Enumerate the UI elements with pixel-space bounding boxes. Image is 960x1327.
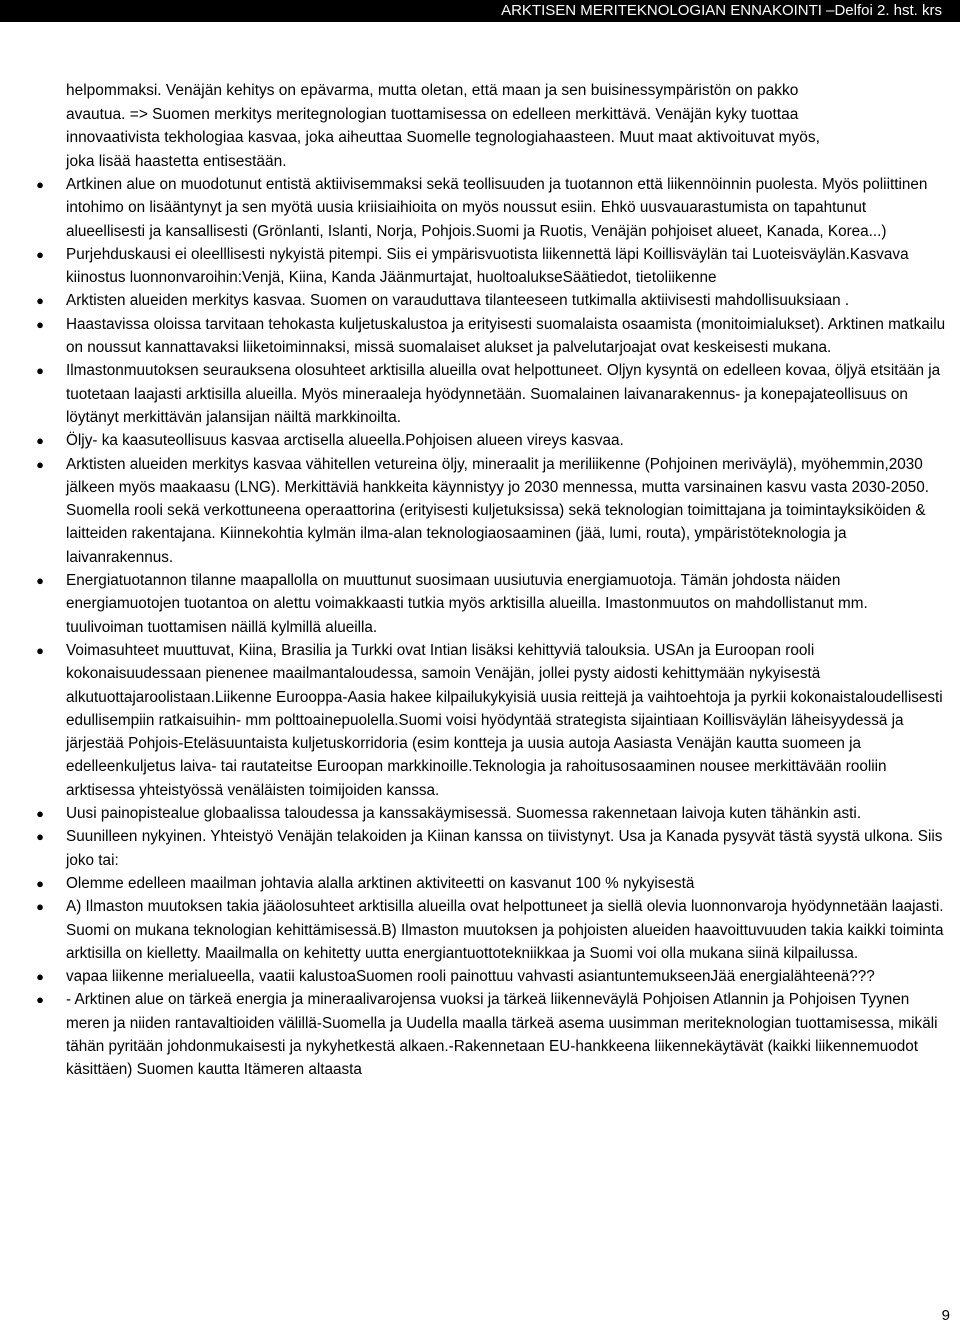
bullet-icon: ● [36,573,44,589]
bullet-icon: ● [36,992,44,1008]
list-item [36,569,948,639]
bullet-icon: ● [36,433,44,449]
list-item-text: Purjehduskausi ei oleelllisesti nykyistä pitempi. Siis ei ympärisvuotista liikennettä läpi Koillisväylän tai Luoteisväylän.Kasvava kiinostus luonnonvaroihin:Venjä, Kiina, Kanda Jäänmurtajat, huoltoalukseSäätiedot, tietoliikenne [66,245,909,287]
document-header [0,0,960,22]
header-title: ARKTISEN MERITEKNOLOGIAN ENNAKOINTI –Delfoi 2. hst. krs [501,2,942,19]
intro-line: innovaativista tekhologiaa kasvaa, joka aiheuttaa Suomelle tegnologiahaasteen. Muut maat aktivoituvat myös, [66,129,820,146]
list-item [36,639,948,802]
intro-paragraph [66,79,948,173]
list-item [36,988,948,1081]
list-item [36,825,948,872]
list-item-text: Olemme edelleen maailman johtavia alalla arktinen aktiviteetti on kasvanut 100 % nykyisestä [66,874,695,892]
list-item [36,429,948,452]
list-item [36,965,948,988]
bullet-icon: ● [36,875,44,891]
list-item-text: A) Ilmaston muutoksen takia jääolosuhteet arktisilla alueilla ovat helpottuneet ja siellä olevia luonnonvaroja hyödynnetään laajasti. Suomi on mukana teknologian kehittämisessä.B) Ilmaston muutoksen ja pohjoisten alueiden haavoittuvuuden takia kaikki toiminta arktisilla on kielletty. Maailmalla on kehitetty uutta energiantuottotekniikkaa ja Suomi voi olla mukana siinä kilpailussa. [66,898,944,962]
list-item-text: Öljy- ka kaasuteollisuus kasvaa arctisella alueella.Pohjoisen alueen vireys kasvaa. [66,432,624,450]
list-item-text: - Arktinen alue on tärkeä energia ja mineraalivarojensa vuoksi ja tärkeä liikenneväylä Pohjoisen Atlannin ja Pohjoisen Tyynen meren ja niiden rantavaltioiden välillä-Suomella ja Uudella maalla tärkeä asema uusimman meriteknologian tuottamisessa, mikäli tähän pyritään johdonmukaisesti ja nykyhetkestä alkaen.-Rakennetaan EU-hankkeena liikennekäytävät (kaikki liikennemuodot käsittäen) Suomen kautta Itämeren altaasta [66,991,938,1079]
list-item-text: Voimasuhteet muuttuvat, Kiina, Brasilia ja Turkki ovat Intian lisäksi kehittyviä talouksia. USAn ja Euroopan rooli kokonaisuudessaan pienenee maailmantaloudessa, samoin Venäjän, jollei pysty aidosti kehittymään nykyisestä alkutuottajaroolistaan.Liikenne Eurooppa-Aasia hakee kilpailukykyisiä uusia reittejä ja vaihtoehtoja ja pyrkii kokonaistaloudellisesti edullisempiin ratkaisuihin- mm polttoainepuolella.Suomi voisi hyödyntää strategista sijaintiaan Koillisväylän läheisyydessä ja järjestää Pohjois-Eteläsuuntaista kuljetuskorridoria (esim kontteja ja uusia autoja Aasiasta Venäjän kautta suomeen ja edelleenkuljetus laiva- tai rautateitse Euroopan markkinoille.Teknologia ja rahoitusosaaminen nousee merkittävään rooliin arktisessa yhteistyössä venäläisten toimijoiden kanssa. [66,641,943,799]
bullet-list [36,173,948,1082]
bullet-icon: ● [36,969,44,985]
bullet-icon: ● [36,806,44,822]
intro-line: avautua. => Suomen merkitys meritegnologian tuottamisessa on edelleen merkittävä. Venäjän kyky tuottaa [66,105,799,123]
intro-line: helpommaksi. Venäjän kehitys on epävarma, mutta oletan, että maan ja sen buisinessympäristön on pakko [66,82,799,99]
bullet-icon: ● [36,316,44,332]
list-item [36,802,948,825]
bullet-icon: ● [36,177,44,192]
list-item [36,313,948,360]
page-number: 9 [941,1307,950,1324]
bullet-icon: ● [36,899,44,915]
list-item-text: Ilmastonmuutoksen seurauksena olosuhteet arktisilla alueilla ovat helpottuneet. Oljyn kysyntä on edelleen kovaa, öljyä etsitään ja tuotetaan laajasti arktisilla alueilla. Myös mineraaleja hyödynnetään. Suomalainen laivanarakennus- ja konepajateollisuus on löytänyt merkittävän jalansijan näiltä markkinoilta. [66,362,941,426]
list-item-text: Artkinen alue on muodotunut entistä aktiivisemmaksi sekä teollisuuden ja tuotannon että liikennöinnin puolesta. Myös poliittinen intohimo on lisääntynyt ja sen myötä uusia kriisiaihioita on myös noussut esiin. Ehkö uusvauarastumista on tapahtunut alueellisesti ja kansallisesti (Grönlanti, Islanti, Norja, Pohjois.Suomi ja Ruotis, Venäjän pohjoiset alueet, Kanada, Korea...) [66,176,928,240]
list-item-text: Uusi painopistealue globaalissa taloudessa ja kanssakäymisessä. Suomessa rakennetaan laivoja kuten tähänkin asti. [66,805,862,823]
bullet-icon: ● [36,293,44,309]
bullet-icon: ● [36,456,44,472]
bullet-icon: ● [36,246,44,262]
bullet-icon: ● [36,829,44,845]
list-item [36,895,948,965]
list-item [36,453,948,569]
list-item-text: Arktisten alueiden merkitys kasvaa. Suomen on varauduttava tilanteeseen tutkimalla aktiivisesti mahdollisuuksiaan . [66,292,850,310]
list-item [36,289,948,312]
bullet-icon: ● [36,642,44,658]
intro-line: joka lisää haastetta entisestään. [66,152,287,170]
bullet-icon: ● [36,363,44,379]
list-item [36,173,948,243]
list-item [36,872,948,895]
list-item-text: Suunilleen nykyinen. Yhteistyö Venäjän telakoiden ja Kiinan kanssa on tiivistynyt. Usa ja Kanada pysyvät tästä syystä ulkona. Siis joko tai: [66,828,943,869]
list-item-text: Arktisten alueiden merkitys kasvaa vähitellen vetureina öljy, mineraalit ja meriliikenne (Pohjoinen meriväylä), myöhemmin,2030 jälkeen myös maakaasu (LNG). Merkittäviä hankkeita käynnistyy jo 2030 mennessa, mutta varsinainen kasvu vasta 2030-2050. Suomella rooli sekä verkottuneena operaattorina (erityisesti kuljetuksissa) sekä teknologian toimittajana ja toimintayksiköiden & laitteiden rakentajana. Kiinnekohtia kylmän ilma-alan teknologiaosaaminen (jää, lumi, routa), ympäristöteknologia ja laivanrakennus. [66,455,930,566]
list-item-text: vapaa liikenne merialueella, vaatii kalustoaSuomen rooli painottuu vahvasti asiantuntemukseenJää energialähteenä??? [66,968,875,986]
list-item-text: Haastavissa oloissa tarvitaan tehokasta kuljetuskalustoa ja erityisesti suomalaista osaamista (monitoimialukset). Arktinen matkailu on noussut kannattavaksi liiketoiminnaksi, missä suomalaiset alukset ja palvelutarjoajat ovat keskeisesti mukana. [66,315,946,357]
document-body [36,79,948,1082]
list-item-text: Energiatuotannon tilanne maapallolla on muuttunut suosimaan uusiutuvia energiamuotoja. Tämän johdosta näiden energiamuotojen tuotantoa on alettu voimakkaasti tutkia myös arktisilla alueilla. Imastonmuutos on mahdollistanut mm. tuulivoiman tuottamisen näillä kylmillä alueilla. [66,572,868,636]
list-item [36,359,948,429]
list-item [36,243,948,290]
